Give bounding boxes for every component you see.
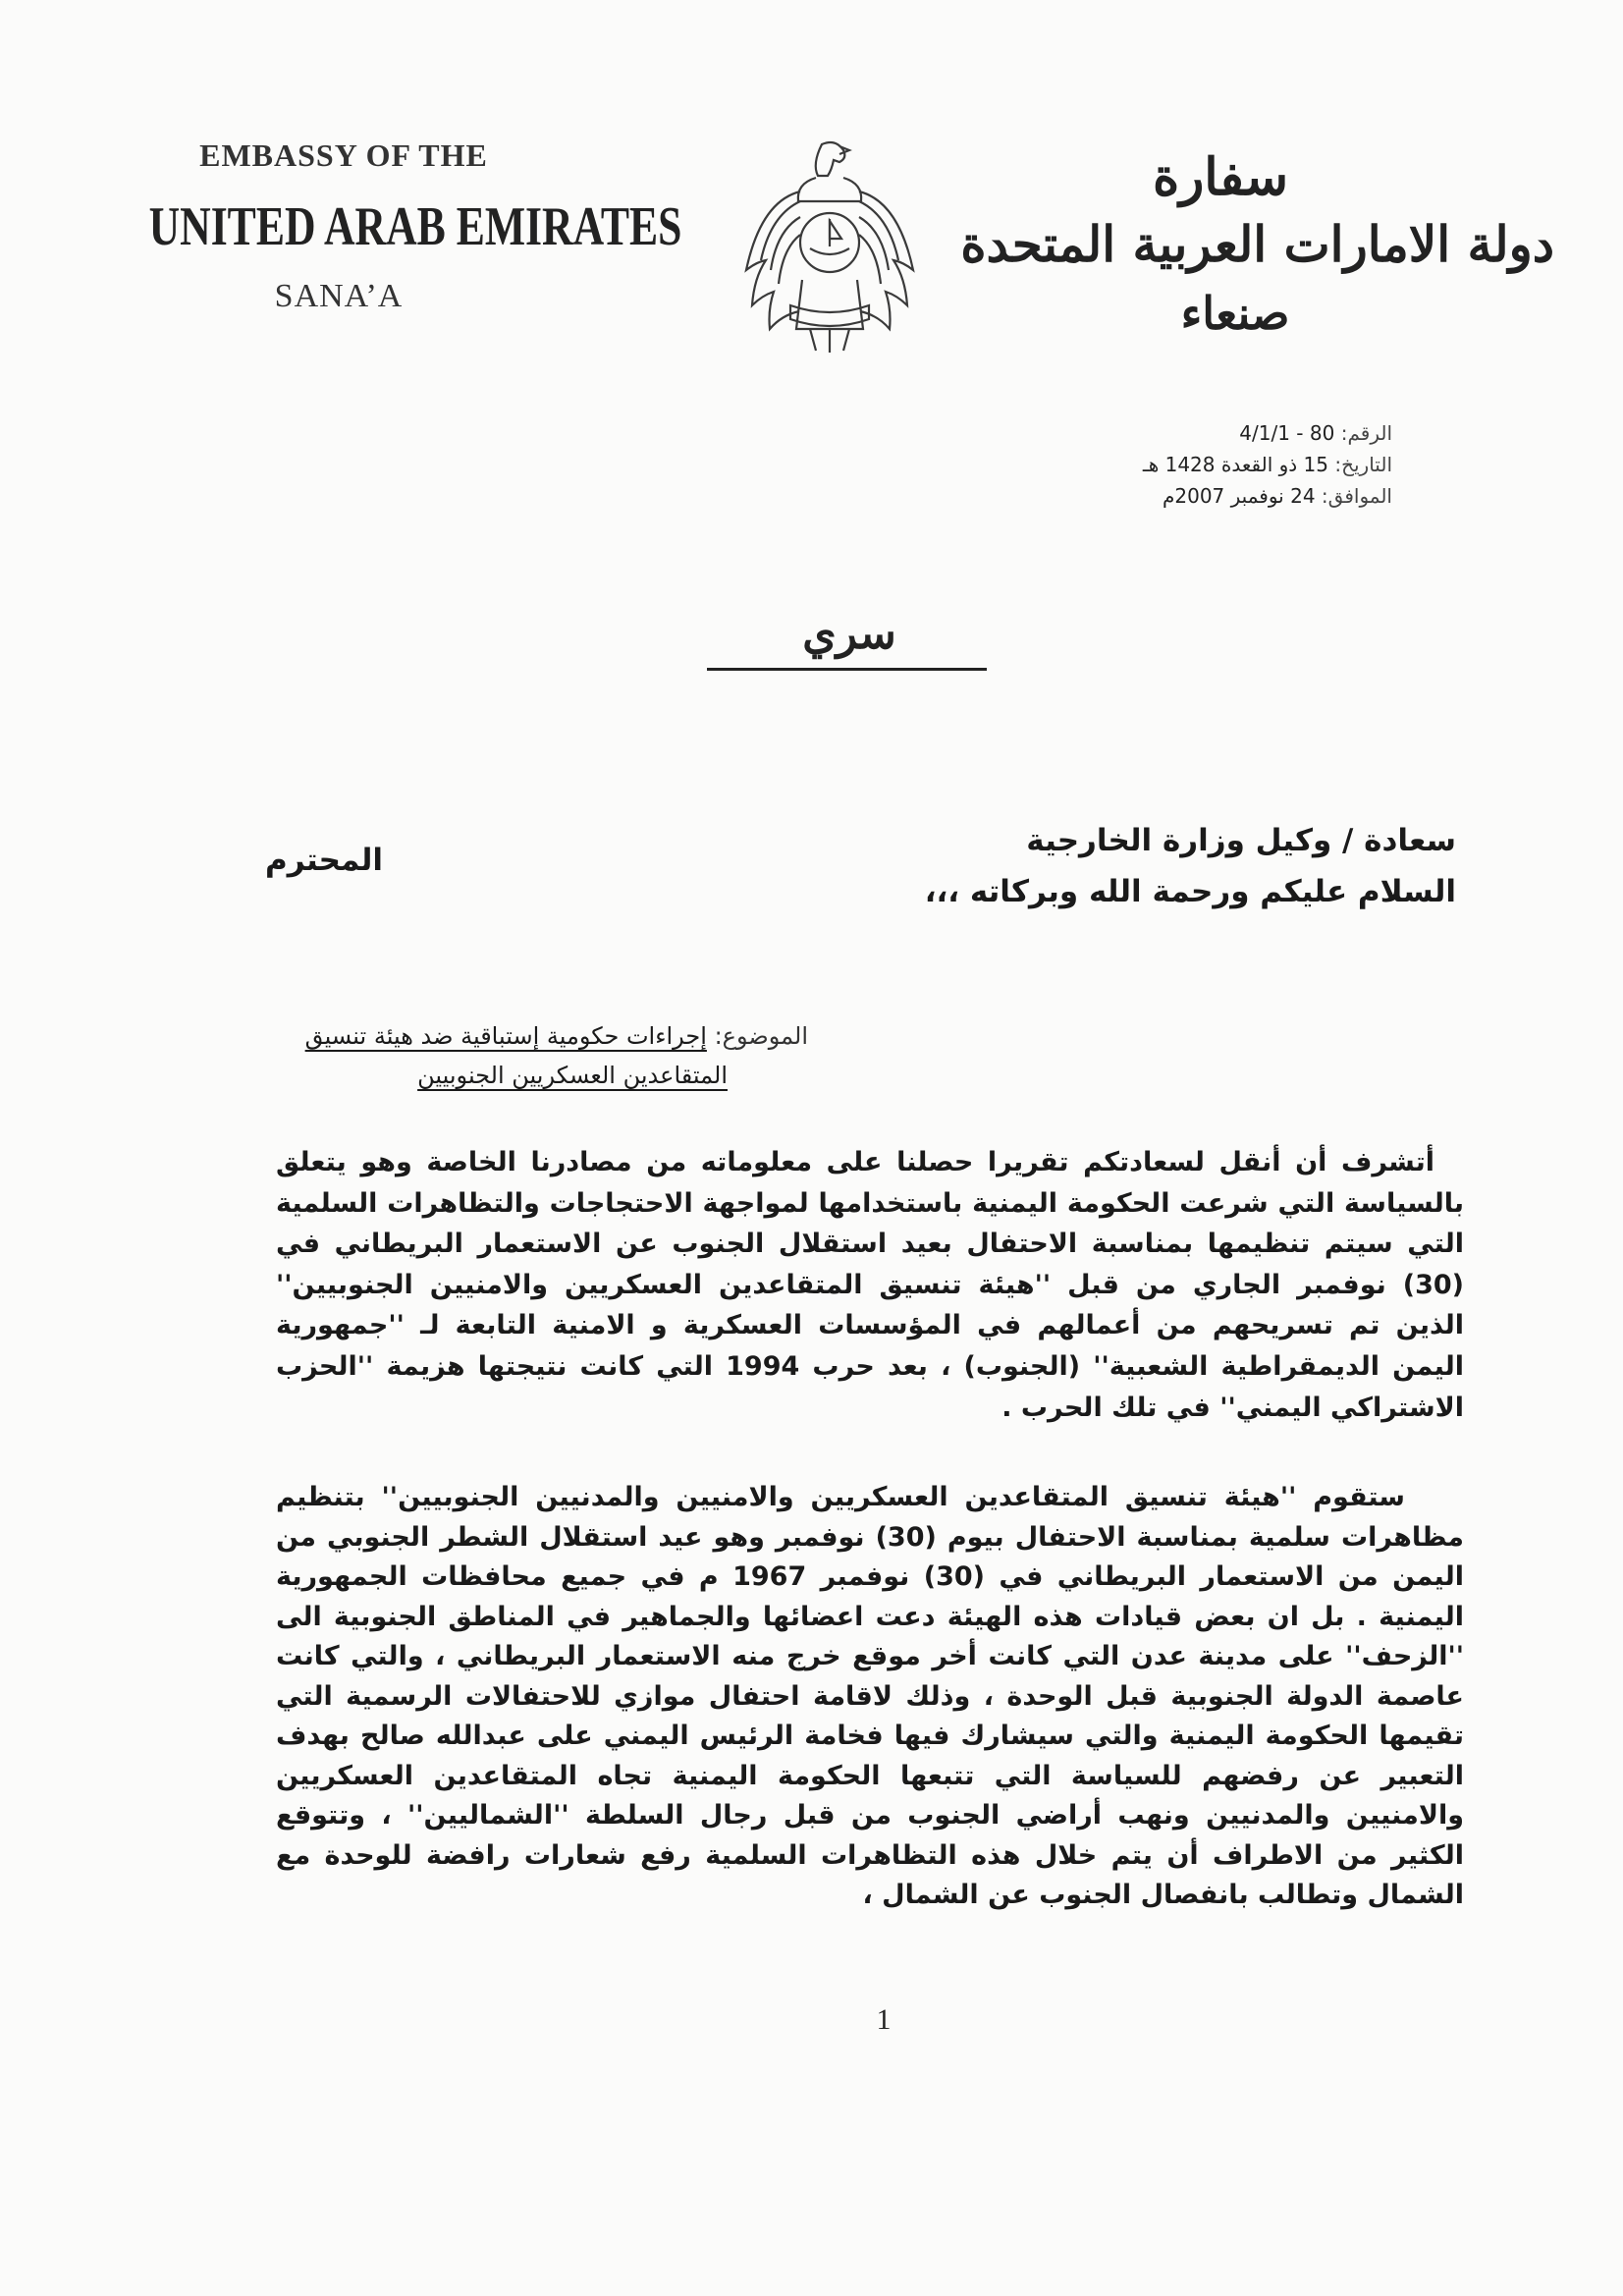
sanaa-text: SANA’A (274, 278, 404, 314)
reference-block (1143, 417, 1392, 512)
reference-number-value: 80 - 4/1/1 (1239, 421, 1335, 445)
addressee-block (925, 815, 1456, 917)
subject-label: الموضوع: (714, 1022, 808, 1050)
reference-date-row (1143, 449, 1392, 480)
body-paragraph-2: ستقوم ''هيئة تنسيق المتقاعدين العسكريين والامنيين والمدنيين الجنوبيين'' بتنظيم مظاهرات سلمية بمناسبة الاحتفال بيوم (30) نوفمبر وهو عيد استقلال الشطر الجنوبي من اليمن من الاستعمار البريطاني في (30) نوفمبر 1967 م في جميع محافظات الجمهورية اليمنية . بل ان بعض قيادات هذه الهيئة دعت اعضائها والجماهير في المناطق الجنوبية الى ''الزحف'' على مدينة عدن التي كانت أخر موقع خرج منه الاستعمار البريطاني ، والتي كانت عاصمة الدولة الجنوبية قبل الوحدة ، وذلك لاقامة احتفال موازي للاحتفالات الرسمية التي تقيمها الحكومة اليمنية والتي سيشارك فيها فخامة الرئيس اليمني على عبدالله صالح بهدف التعبير عن رفضهم للسياسة التي تتبعها الحكومة اليمنية تجاه المتقاعدين العسكريين والامنيين والمدنيين ونهب أراضي الجنوب من قبل رجال السلطة ''الشماليين'' ، وتتوقع الكثير من الاطراف أن يتم خلال هذه التظاهرات السلمية رفع شعارات رافضة للوحدة مع الشمال وتطالب بانفصال الجنوب عن الشمال ، (276, 1482, 1465, 1910)
reference-number-label: الرقم: (1340, 421, 1392, 445)
united-arab-emirates-text: UNITED ARAB EMIRATES (148, 196, 682, 257)
reference-number-row (1143, 417, 1392, 449)
reference-corresponding-value: 24 نوفمبر 2007م (1162, 484, 1316, 508)
reference-corresponding-label: الموافق: (1321, 484, 1392, 508)
reference-date-label: التاريخ: (1334, 453, 1392, 476)
arabic-uae-text: دولة الامارات العربية المتحدة (960, 215, 1554, 273)
body-paragraph-1: أتشرف أن أنقل لسعادتكم تقريرا حصلنا على معلوماته من مصادرنا الخاصة وهو يتعلق بالسياسة التي شرعت الحكومة اليمنية باستخدامها لمواجهة الاحتجاجات والتظاهرات السلمية التي سيتم تنظيمها بمناسبة الاحتفال بعيد استقلال الجنوب عن الاستعمار البريطاني في (30) نوفمبر الجاري من قبل ''هيئة تنسيق المتقاعدين العسكريين والامنيين الجنوبيين'' الذين تم تسريحهم من أعمالهم في المؤسسات العسكرية و الامنية التابعة لـ ''جمهورية اليمن الديمقراطية الشعبية'' (الجنوب) ، بعد حرب 1994 التي كانت نتيجتها هزيمة ''الحزب الاشتراكي اليمني'' في تلك الحرب . (276, 1147, 1464, 1423)
classification-secret: سري (802, 609, 896, 659)
arabic-embassy-text: سفارة (1152, 147, 1289, 207)
uae-eagle-emblem-icon (731, 133, 928, 358)
page-number: 1 (876, 2003, 892, 2036)
reference-date-value: 15 ذو القعدة 1428 هـ (1142, 453, 1328, 476)
reference-corresponding-row (1143, 480, 1392, 512)
arabic-letterhead (960, 147, 1554, 340)
embassy-of-the-text: EMBASSY OF THE (199, 137, 488, 173)
subject-line-1: إجراءات حكومية إستباقية ضد هيئة تنسيق (304, 1022, 707, 1050)
addressee-title: سعادة / وكيل وزارة الخارجية (1026, 823, 1456, 858)
subject-line-2: المتقاعدين العسكريين الجنوبيين (417, 1062, 728, 1089)
subject-block (305, 1016, 808, 1095)
english-letterhead (88, 137, 682, 315)
honorific: المحترم (265, 843, 384, 878)
classification-underline (707, 668, 987, 671)
arabic-sanaa-text: صنعاء (1180, 287, 1290, 340)
greeting: السلام عليكم ورحمة الله وبركاته ،،، (924, 874, 1456, 909)
